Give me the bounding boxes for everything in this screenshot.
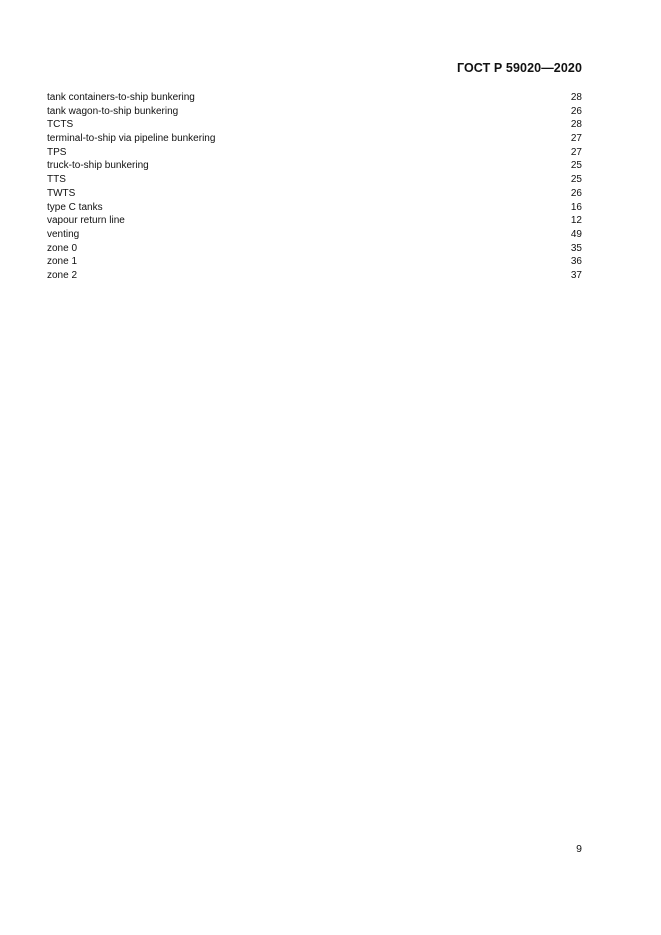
index-entry (47, 214, 583, 228)
alphabetical-index (47, 91, 583, 283)
index-entry (47, 118, 583, 132)
index-term: zone 2 (47, 269, 78, 281)
index-term: TCTS (47, 119, 74, 131)
index-term: TWTS (47, 187, 76, 199)
page-number: 9 (576, 843, 582, 855)
index-page-ref: 27 (570, 146, 582, 158)
index-page-ref: 28 (570, 92, 582, 103)
index-page-ref: 16 (570, 201, 582, 213)
index-page-ref: 26 (570, 187, 582, 199)
index-term: vapour return line (47, 215, 125, 227)
index-entry (47, 132, 583, 146)
index-page-ref: 26 (570, 105, 582, 117)
index-page-ref: 27 (570, 133, 582, 145)
index-page-ref: 36 (570, 256, 582, 268)
standard-designation: ГОСТ Р 59020—2020 (456, 61, 582, 75)
index-term: venting (47, 228, 80, 240)
index-page-ref: 49 (570, 228, 582, 240)
index-entry (47, 228, 583, 242)
index-page-ref: 28 (570, 119, 582, 131)
index-term: tank wagon-to-ship bunkering (47, 105, 179, 117)
index-entry (47, 187, 583, 201)
index-term: zone 0 (47, 242, 78, 254)
index-term: TTS (47, 174, 66, 186)
index-entry (47, 105, 583, 119)
index-page-ref: 25 (570, 160, 582, 172)
index-page-ref: 12 (570, 215, 582, 227)
index-term: terminal-to-ship via pipeline bunkering (47, 133, 216, 145)
index-entry (47, 146, 583, 160)
index-entry (47, 173, 583, 187)
index-term: zone 1 (47, 256, 78, 268)
index-term: tank containers-to-ship bunkering (47, 92, 195, 103)
index-entry (47, 201, 583, 215)
index-entry (47, 91, 583, 105)
index-page-ref: 25 (570, 174, 582, 186)
index-page-ref: 37 (570, 269, 582, 281)
index-entry (47, 255, 583, 269)
index-entry (47, 159, 583, 173)
index-entry (47, 242, 583, 256)
index-entry (47, 269, 583, 283)
index-page-ref: 35 (570, 242, 582, 254)
index-term: TPS (47, 146, 67, 158)
index-term: type C tanks (47, 201, 103, 213)
index-term: truck-to-ship bunkering (47, 160, 149, 172)
